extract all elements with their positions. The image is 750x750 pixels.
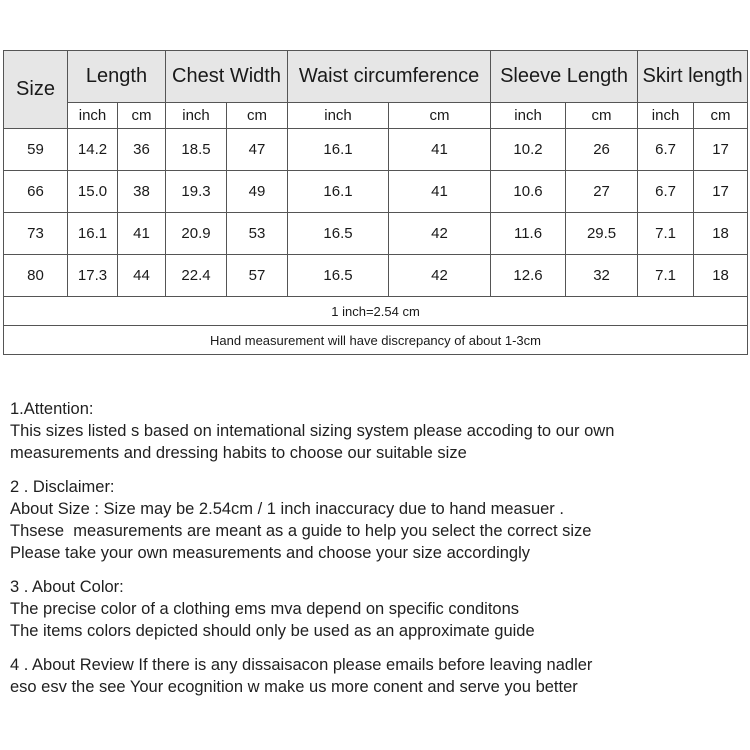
attention-section: [10, 398, 740, 464]
table-cell: 14.2: [68, 129, 118, 171]
section-line: measurements and dressing habits to choose our suitable size: [10, 444, 467, 462]
unit-cell: cm: [227, 103, 288, 129]
color-section: [10, 576, 740, 642]
disclaimer-section: [10, 476, 740, 564]
table-cell: 32: [566, 255, 638, 297]
table-cell: 42: [389, 255, 491, 297]
section-line: About Size : Size may be 2.54cm / 1 inch inaccuracy due to hand measuer .: [10, 500, 564, 518]
review-section: [10, 654, 740, 698]
unit-cell: inch: [166, 103, 227, 129]
header-chest-width: Chest Width: [166, 51, 288, 103]
table-cell: 44: [118, 255, 166, 297]
table-cell: 47: [227, 129, 288, 171]
section-heading: 4 . About Review If there is any dissaisacon please emails before leaving nadler: [10, 656, 593, 674]
table-cell: 19.3: [166, 171, 227, 213]
table-cell: 10.2: [491, 129, 566, 171]
table-cell: 17.3: [68, 255, 118, 297]
table-cell: 18: [694, 213, 748, 255]
table-cell: 41: [389, 129, 491, 171]
table-row: [4, 255, 748, 297]
table-cell: 7.1: [638, 213, 694, 255]
table-cell: 49: [227, 171, 288, 213]
table-cell: 16.5: [288, 213, 389, 255]
section-heading: 2 . Disclaimer:: [10, 478, 115, 496]
table-cell: 17: [694, 129, 748, 171]
header-skirt-length: Skirt length: [638, 51, 748, 103]
table-row: [4, 129, 748, 171]
header-sleeve-length: Sleeve Length: [491, 51, 638, 103]
section-heading: 1.Attention:: [10, 400, 94, 418]
table-cell: 6.7: [638, 129, 694, 171]
notes-section: [10, 398, 740, 710]
table-row: [4, 171, 748, 213]
table-cell: 12.6: [491, 255, 566, 297]
unit-cell: cm: [566, 103, 638, 129]
table-cell: 42: [389, 213, 491, 255]
size-cell: 59: [4, 129, 68, 171]
table-cell: 41: [118, 213, 166, 255]
conversion-note-row: [4, 297, 748, 326]
table-cell: 16.1: [288, 171, 389, 213]
unit-cell: inch: [68, 103, 118, 129]
section-line: Please take your own measurements and choose your size accordingly: [10, 544, 531, 562]
header-size: Size: [4, 51, 68, 129]
section-line: eso esv the see Your ecognition w make us more conent and serve you better: [10, 678, 578, 696]
size-cell: 66: [4, 171, 68, 213]
section-line: Thsese measurements are meant as a guide to help you select the correct size: [10, 522, 592, 540]
table-cell: 11.6: [491, 213, 566, 255]
table-cell: 26: [566, 129, 638, 171]
discrepancy-note: Hand measurement will have discrepancy of about 1-3cm: [4, 326, 748, 355]
size-cell: 80: [4, 255, 68, 297]
unit-cell: inch: [638, 103, 694, 129]
table-cell: 41: [389, 171, 491, 213]
table-cell: 53: [227, 213, 288, 255]
table-cell: 16.1: [68, 213, 118, 255]
table-cell: 38: [118, 171, 166, 213]
section-line: This sizes listed s based on intemational sizing system please accoding to our own: [10, 422, 615, 440]
section-line: The items colors depicted should only be used as an approximate guide: [10, 622, 535, 640]
discrepancy-note-row: [4, 326, 748, 355]
size-cell: 73: [4, 213, 68, 255]
unit-cell: cm: [118, 103, 166, 129]
header-waist-circumference: Waist circumference: [288, 51, 491, 103]
unit-header-row: [4, 103, 748, 129]
section-line: The precise color of a clothing ems mva depend on specific conditons: [10, 600, 520, 618]
unit-cell: cm: [389, 103, 491, 129]
table-cell: 18.5: [166, 129, 227, 171]
table-cell: 16.5: [288, 255, 389, 297]
size-chart-table: [3, 50, 748, 355]
unit-cell: cm: [694, 103, 748, 129]
conversion-note: 1 inch=2.54 cm: [4, 297, 748, 326]
table-cell: 16.1: [288, 129, 389, 171]
table-cell: 57: [227, 255, 288, 297]
table-cell: 15.0: [68, 171, 118, 213]
table-header-row: [4, 51, 748, 103]
header-length: Length: [68, 51, 166, 103]
unit-cell: inch: [491, 103, 566, 129]
table-cell: 10.6: [491, 171, 566, 213]
table-cell: 36: [118, 129, 166, 171]
table-cell: 27: [566, 171, 638, 213]
table-row: [4, 213, 748, 255]
section-heading: 3 . About Color:: [10, 578, 124, 596]
table-cell: 18: [694, 255, 748, 297]
table-cell: 20.9: [166, 213, 227, 255]
table-cell: 29.5: [566, 213, 638, 255]
table-cell: 6.7: [638, 171, 694, 213]
table-cell: 22.4: [166, 255, 227, 297]
unit-cell: inch: [288, 103, 389, 129]
table-cell: 7.1: [638, 255, 694, 297]
table-cell: 17: [694, 171, 748, 213]
